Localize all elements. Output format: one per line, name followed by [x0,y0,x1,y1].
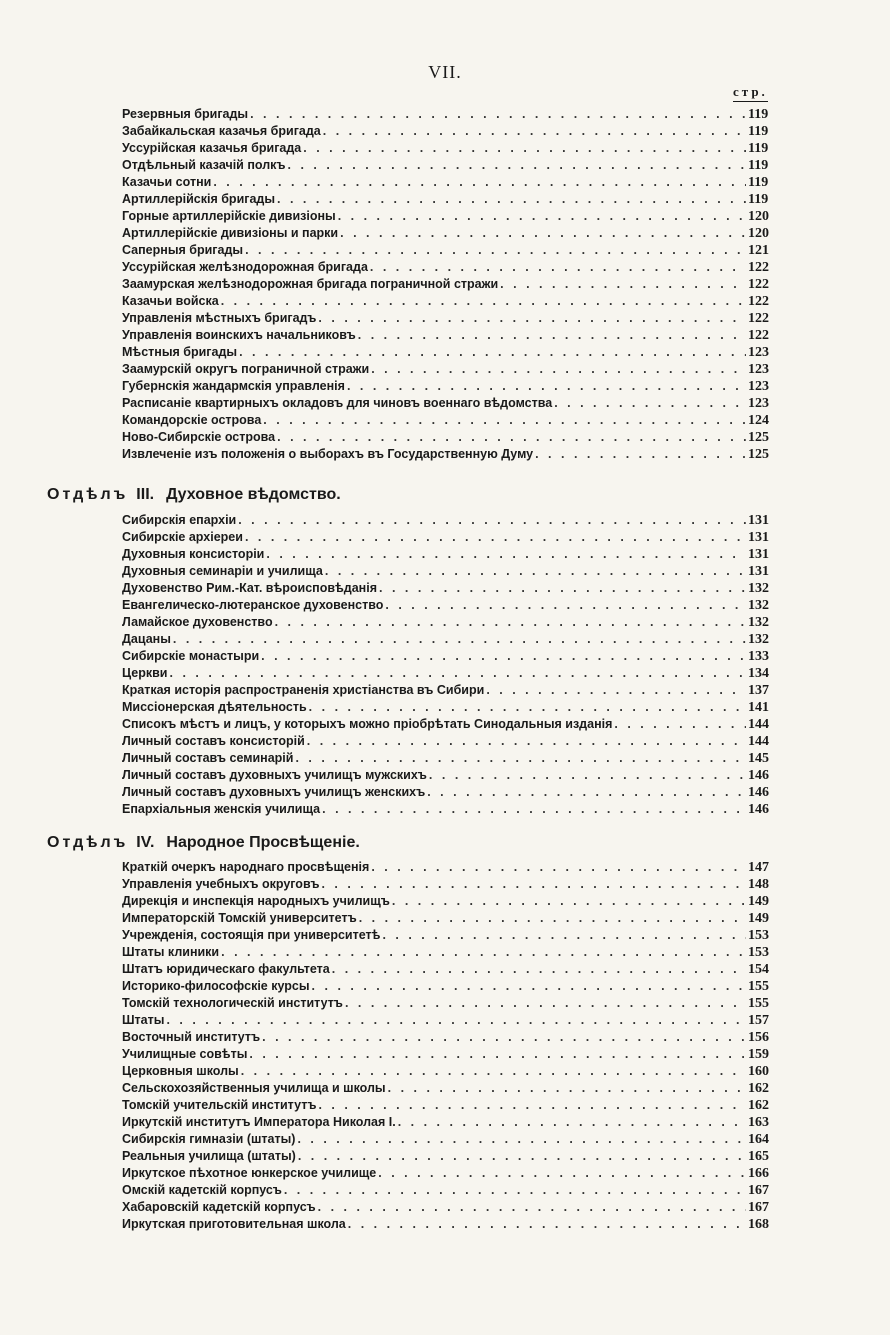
toc-entry-label: Императорскій Томскій университетъ [122,911,357,925]
toc-entry [122,681,778,698]
dot-leader [277,430,746,445]
toc-entry [122,428,778,445]
toc-entry-label: Историко-философскіе курсы [122,979,310,993]
toc-entry-page: 131 [748,530,769,545]
toc-entry [122,562,778,579]
toc-entry-label: Горные артиллерійскіе дивизіоны [122,209,336,223]
toc-entry-page: 149 [748,894,769,909]
toc-entry-page: 124 [748,413,769,428]
toc-entry [122,156,778,173]
toc-entry [122,173,778,190]
toc-entry-label: Евангелическо-лютеранское духовенство [122,598,384,612]
toc-entry-page: 167 [748,1183,769,1198]
toc-entry-label: Учрежденія, состоящія при университетѣ [122,928,381,942]
dot-leader [429,768,746,783]
dot-leader [295,751,746,766]
dot-leader [170,666,747,681]
dot-leader [359,911,746,926]
toc-entry-page: 145 [748,751,769,766]
dot-leader [213,175,746,190]
toc-entry [122,360,778,377]
toc-entry-label: Духовенство Рим.-Кат. вѣроисповѣданія [122,581,377,595]
toc-entry [122,343,778,360]
toc-entry [122,1147,778,1164]
toc-entry-label: Уссурійская казачья бригада [122,141,302,155]
dot-leader [245,530,746,545]
toc-entry-label: Расписаніе квартирныхъ окладовъ для чиновъ военнаго вѣдомства [122,396,553,410]
toc-entry [122,1028,778,1045]
toc-entry-label: Заамурская желѣзнодорожная бригада пограничной стражи [122,277,499,291]
toc-entry [122,1113,778,1130]
toc-entry [122,596,778,613]
dot-leader [382,928,746,943]
toc-entry-label: Краткій очеркъ народнаго просвѣщенія [122,860,370,874]
toc-entry-page: 157 [748,1013,769,1028]
toc-entry [122,664,778,681]
dot-leader [347,379,746,394]
toc-entry-label: Штаты [122,1013,165,1027]
toc-entry-label: Резервныя бригады [122,107,249,121]
toc-entry-page: 131 [748,513,769,528]
toc-entry [122,892,778,909]
toc-entry-page: 132 [748,581,769,596]
toc-entry-label: Личный составъ консисторій [122,734,305,748]
toc-entry-page: 132 [748,598,769,613]
section-number: III. [136,486,155,503]
toc-entry [122,258,778,275]
toc-entry-page: 122 [748,277,769,292]
toc-entry [122,545,778,562]
toc-entry [122,800,778,817]
toc-group-spiritual [122,511,778,817]
toc-entry [122,1096,778,1113]
dot-leader [249,1047,746,1062]
toc-entry-label: Дацаны [122,632,171,646]
toc-entry-label: Казачьи сотни [122,175,212,189]
toc-entry [122,275,778,292]
dot-leader [318,1098,746,1113]
dot-leader [388,1081,746,1096]
toc-entry-label: Штатъ юридическаго факультета [122,962,330,976]
toc-entry-label: Краткая исторія распространенія христіанства въ Сибири [122,683,485,697]
dot-leader [322,802,746,817]
dot-leader [371,362,746,377]
toc-entry [122,613,778,630]
toc-entry-page: 137 [748,683,769,698]
dot-leader [398,1115,746,1130]
toc-entry [122,1215,778,1232]
toc-entry-label: Епархіальныя женскія училища [122,802,321,816]
toc-entry [122,960,778,977]
toc-entry-label: Губернскія жандармскія управленія [122,379,345,393]
toc-entry-label: Духовныя консисторіи [122,547,265,561]
toc-entry [122,122,778,139]
dot-leader [325,564,746,579]
toc-entry [122,511,778,528]
toc-entry-page: 120 [748,226,769,241]
toc-entry [122,647,778,664]
dot-leader [221,945,746,960]
toc-entry-label: Списокъ мѣстъ и лицъ, у которыхъ можно пріобрѣтать Синодальныя изданія [122,717,613,731]
toc-entry-label: Сибирскіе монастыри [122,649,260,663]
toc-entry [122,445,778,462]
toc-entry-page: 148 [748,877,769,892]
toc-entry-label: Сибирскіе архіереи [122,530,243,544]
toc-entry-label: Церкви [122,666,168,680]
dot-leader [392,894,746,909]
toc-entry [122,224,778,241]
toc-entry [122,326,778,343]
toc-entry-page: 146 [748,802,769,817]
toc-entry-label: Управленія воинскихъ начальниковъ [122,328,356,342]
dot-leader [371,860,746,875]
toc-entry [122,139,778,156]
page-column-header: стр. [733,84,768,102]
toc-entry [122,1062,778,1079]
toc-entry-page: 123 [748,345,769,360]
toc-entry [122,1130,778,1147]
toc-entry [122,292,778,309]
toc-entry-label: Личный составъ духовныхъ училищъ мужскихъ [122,768,427,782]
section-header-3 [47,486,341,504]
dot-leader [284,1183,746,1198]
dot-leader [261,649,746,664]
toc-entry [122,1011,778,1028]
toc-entry [122,394,778,411]
toc-entry-page: 132 [748,632,769,647]
dot-leader [307,734,746,749]
toc-entry [122,105,778,122]
toc-entry-label: Церковныя школы [122,1064,239,1078]
toc-entry-page: 122 [748,311,769,326]
toc-entry-page: 162 [748,1081,769,1096]
dot-leader [358,328,746,343]
toc-entry-label: Извлеченіе изъ положенія о выборахъ въ Государственную Думу [122,447,534,461]
toc-entry-label: Омскій кадетскій корпусъ [122,1183,282,1197]
toc-entry-page: 123 [748,362,769,377]
dot-leader [173,632,746,647]
dot-leader [245,243,746,258]
toc-entry [122,749,778,766]
toc-entry [122,875,778,892]
dot-leader [298,1149,746,1164]
toc-entry [122,977,778,994]
toc-entry-page: 156 [748,1030,769,1045]
toc-entry-label: Личный составъ духовныхъ училищъ женскихъ [122,785,426,799]
toc-entry-page: 133 [748,649,769,664]
section-title: Духовное вѣдомство. [166,486,341,503]
toc-entry-page: 163 [748,1115,769,1130]
toc-entry [122,732,778,749]
toc-entry-label: Миссіонерская дѣятельность [122,700,307,714]
toc-entry [122,207,778,224]
toc-entry-label: Саперныя бригады [122,243,244,257]
toc-entry [122,943,778,960]
toc-entry [122,630,778,647]
toc-entry-label: Командорскіе острова [122,413,262,427]
toc-entry-label: Мѣстныя бригады [122,345,238,359]
toc-entry-page: 159 [748,1047,769,1062]
toc-entry-label: Отдѣльный казачій полкъ [122,158,286,172]
dot-leader [318,1200,746,1215]
toc-entry [122,241,778,258]
toc-entry [122,858,778,875]
toc-entry-page: 119 [748,141,769,156]
dot-leader [275,615,746,630]
dot-leader [323,124,746,139]
toc-entry-label: Хабаровскій кадетскій корпусъ [122,1200,316,1214]
toc-entry [122,411,778,428]
toc-entry-page: 166 [748,1166,769,1181]
dot-leader [370,260,746,275]
dot-leader [345,996,746,1011]
toc-entry [122,715,778,732]
dot-leader [250,107,746,122]
section-prefix: Отдѣлъ [47,834,129,851]
toc-entry-page: 122 [748,328,769,343]
dot-leader [378,1166,746,1181]
toc-entry-page: 167 [748,1200,769,1215]
toc-entry [122,1045,778,1062]
toc-entry [122,1164,778,1181]
dot-leader [241,1064,746,1079]
toc-entry-label: Казачьи войска [122,294,219,308]
toc-entry-page: 149 [748,911,769,926]
toc-entry-page: 144 [748,734,769,749]
toc-entry-label: Личный составъ семинарій [122,751,294,765]
toc-entry-label: Штаты клиники [122,945,220,959]
toc-entry-label: Ламайское духовенство [122,615,273,629]
toc-entry-page: 147 [748,860,769,875]
toc-entry-page: 122 [748,294,769,309]
toc-entry-label: Сельскохозяйственныя училища и школы [122,1081,386,1095]
toc-entry-label: Управленія учебныхъ округовъ [122,877,320,891]
toc-entry-page: 154 [748,962,769,977]
dot-leader [385,598,746,613]
toc-entry [122,377,778,394]
toc-entry-label: Артиллерійскіе дивизіоны и парки [122,226,339,240]
page-number: VII. [428,62,462,82]
dot-leader [297,1132,746,1147]
toc-entry-page: 155 [748,979,769,994]
toc-entry-page: 123 [748,396,769,411]
dot-leader [554,396,746,411]
toc-entry-label: Ново-Сибирскіе острова [122,430,276,444]
toc-group-education [122,858,778,1232]
toc-entry-label: Забайкальская казачья бригада [122,124,321,138]
dot-leader [277,192,746,207]
toc-entry-page: 119 [748,124,769,139]
toc-entry-label: Иркутское пѣхотное юнкерское училище [122,1166,377,1180]
toc-entry-page: 121 [748,243,769,258]
toc-entry-page: 131 [748,564,769,579]
toc-entry-label: Иркутскій институтъ Императора Николая I. [122,1115,396,1129]
toc-entry [122,190,778,207]
toc-entry-label: Томскій учительскій институтъ [122,1098,317,1112]
dot-leader [309,700,746,715]
dot-leader [535,447,746,462]
dot-leader [303,141,746,156]
toc-entry [122,766,778,783]
toc-entry-page: 132 [748,615,769,630]
toc-entry-label: Сибирскія гимназіи (штаты) [122,1132,296,1146]
toc-entry-page: 153 [748,945,769,960]
toc-entry [122,698,778,715]
dot-leader [318,311,746,326]
toc-entry-label: Духовныя семинаріи и училища [122,564,323,578]
toc-entry-label: Томскій технологическій институтъ [122,996,343,1010]
dot-leader [266,547,746,562]
toc-entry-page: 162 [748,1098,769,1113]
toc-entry [122,579,778,596]
toc-entry-page: 153 [748,928,769,943]
toc-entry-label: Реальныя училища (штаты) [122,1149,296,1163]
toc-entry-label: Артиллерійскія бригады [122,192,276,206]
dot-leader [263,413,746,428]
dot-leader [332,962,746,977]
toc-entry [122,994,778,1011]
toc-entry-page: 125 [748,447,769,462]
section-number: IV. [136,834,155,851]
toc-entry-page: 165 [748,1149,769,1164]
dot-leader [288,158,746,173]
dot-leader [340,226,746,241]
toc-entry-page: 119 [748,192,769,207]
dot-leader [238,513,746,528]
toc-entry-page: 119 [748,158,769,173]
toc-entry-page: 123 [748,379,769,394]
toc-entry [122,309,778,326]
dot-leader [500,277,746,292]
toc-entry-page: 146 [748,768,769,783]
toc-entry [122,1181,778,1198]
toc-entry-label: Управленія мѣстныхъ бригадъ [122,311,317,325]
toc-entry-page: 168 [748,1217,769,1232]
toc-entry-label: Училищные совѣты [122,1047,248,1061]
dot-leader [239,345,746,360]
toc-entry-page: 144 [748,717,769,732]
dot-leader [312,979,746,994]
toc-entry-label: Уссурійская желѣзнодорожная бригада [122,260,368,274]
toc-entry-page: 155 [748,996,769,1011]
toc-entry [122,528,778,545]
toc-entry-page: 125 [748,430,769,445]
dot-leader [614,717,746,732]
toc-entry-page: 120 [748,209,769,224]
toc-entry-page: 131 [748,547,769,562]
dot-leader [166,1013,746,1028]
dot-leader [338,209,746,224]
toc-entry-page: 141 [748,700,769,715]
toc-entry [122,1079,778,1096]
toc-entry-label: Заамурскій округъ пограничной стражи [122,362,370,376]
toc-entry [122,926,778,943]
toc-entry-page: 160 [748,1064,769,1079]
toc-entry-label: Восточный институтъ [122,1030,261,1044]
toc-entry-page: 119 [748,107,769,122]
section-title: Народное Просвѣщеніе. [166,834,360,851]
section-prefix: Отдѣлъ [47,486,129,503]
toc-entry-page: 119 [748,175,769,190]
toc-entry [122,909,778,926]
toc-group-military [122,105,778,462]
toc-entry-page: 122 [748,260,769,275]
toc-entry [122,1198,778,1215]
section-header-4 [47,834,360,852]
toc-entry-page: 146 [748,785,769,800]
dot-leader [379,581,746,596]
dot-leader [221,294,746,309]
dot-leader [262,1030,746,1045]
toc-entry-label: Иркутская приготовительная школа [122,1217,346,1231]
dot-leader [348,1217,746,1232]
toc-entry-page: 164 [748,1132,769,1147]
toc-entry-label: Сибирскія епархіи [122,513,237,527]
dot-leader [427,785,746,800]
toc-entry-label: Дирекція и инспекція народныхъ училищъ [122,894,390,908]
dot-leader [486,683,746,698]
dot-leader [321,877,746,892]
toc-entry [122,783,778,800]
toc-entry-page: 134 [748,666,769,681]
